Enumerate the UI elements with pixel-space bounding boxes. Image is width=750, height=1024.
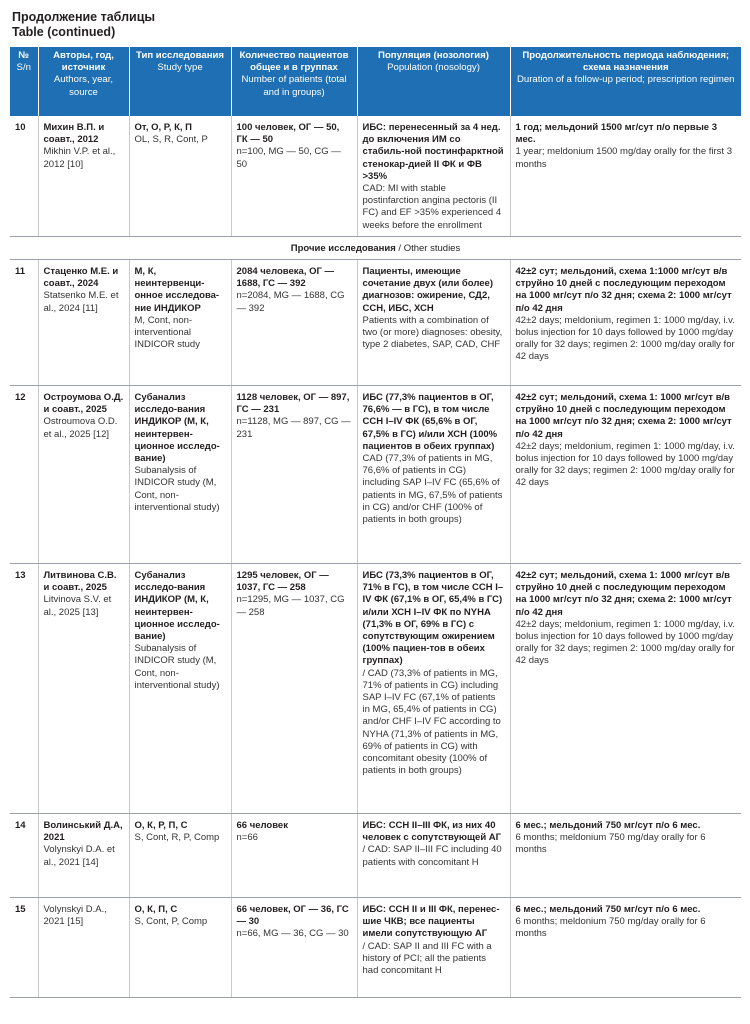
row-authors: Литвинова С.В. и соавт., 2025 Litvinova S.V. et al., 2025 [13] <box>38 564 129 814</box>
header-population: Популяция (нозология) Population (nosology) <box>357 47 510 116</box>
row-num: 11 <box>10 260 38 386</box>
row-duration: 42±2 сут; мельдоний, схема 1:1000 мг/сут в/в струйно 10 дней с последующим переходом на 1000 мг/сут п/о 32 дня; схема 2: 1000 мг/сут п/о 42 дня 42±2 days; meldonium, regimen 1: 1000 mg/day, i.v. bolus injection for 10 days followed by 1000 mg/day orally for 32 days; regimen 2: 1000 mg/day orally for 42 days <box>510 260 741 386</box>
section-heading: Прочие исследования / Other studies <box>10 236 741 259</box>
row-patients: 66 человек n=66 <box>231 814 357 898</box>
header-row <box>10 47 741 116</box>
table-row <box>10 116 741 236</box>
row-type: Субанализ исследо-вания ИНДИКОР (М, К, неинтервен-ционное исследо-вание) Subanalysis of INDICOR study (M, Cont, non-interventional study) <box>129 564 231 814</box>
header-authors: Авторы, год, источник Authors, year, source <box>38 47 129 116</box>
row-population: ИБС (73,3% пациентов в ОГ, 71% в ГС), в том числе ССН I–IV ФК (67,1% в ОГ, 65,4% в ГС) и/или ХСН I–IV ФК по NYHA (71,3% в ОГ, 69% в ГС) с сопутствующим ожирением (100% пациен-тов в обеих группах) / CAD (73,3% of patients in MG, 71% of patients in CG) including SAP I–IV FC (67,1% of patients in MG, 65,4% of patients in CG) and/or CHF I–IV FC according to NYHA (71,3% of patients in MG, 69% of patients in CG) with concomitant obesity (100% of patients in both groups) <box>357 564 510 814</box>
table-row <box>10 564 741 814</box>
header-patients: Количество пациентов общее и в группах Number of patients (total and in groups) <box>231 47 357 116</box>
row-population: Пациенты, имеющие сочетание двух (или более) диагнозов: ожирение, СД2, ССН, ИБС, ХСН Patients with a combination of two (or more) diagnoses: obesity, type 2 diabetes, SAP, CAD, CHF <box>357 260 510 386</box>
row-num: 15 <box>10 898 38 998</box>
row-authors: Михин В.П. и соавт., 2012 Mikhin V.P. et al., 2012 [10] <box>38 116 129 236</box>
row-type: От, О, Р, К, П OL, S, R, Cont, P <box>129 116 231 236</box>
row-duration: 42±2 сут; мельдоний, схема 1: 1000 мг/сут в/в струйно 10 дней с последующим переходом на 1000 мг/сут п/о 32 дня; схема 2: 1000 мг/сут п/о 42 дня 42±2 days; meldonium, regimen 1: 1000 mg/day, i.v. bolus injection for 10 days followed by 1000 mg/day orally for 32 days; regimen 2: 1000 mg/day orally for 42 days <box>510 386 741 564</box>
caption-en: Table (continued) <box>12 25 116 39</box>
studies-table <box>10 47 741 998</box>
row-patients: 66 человек, ОГ — 36, ГС — 30 n=66, MG — 36, CG — 30 <box>231 898 357 998</box>
row-population: ИБС (77,3% пациентов в ОГ, 76,6% — в ГС), в том числе ССН I–IV ФК (65,6% в ОГ, 67,5% в ГС) и/или ХСН (100% пациентов в обеих группах) CAD (77,3% of patients in MG, 76,6% of patients in CG) including SAP I–IV FC (65,6% of patients in MG, 67,5% of patients in CG) and/or CHF (100% of patients in both groups) <box>357 386 510 564</box>
row-population: ИБС: перенесенный за 4 нед. до включения ИМ со стабиль-ной постинфарктной стенокар-дией II ФК и ФВ >35% CAD: MI with stable postinfarction angina pectoris (II FC) and EF >35% experienced 4 weeks before the enrollment <box>357 116 510 236</box>
caption-ru: Продолжение таблицы <box>12 10 156 24</box>
table-row <box>10 260 741 386</box>
row-num: 14 <box>10 814 38 898</box>
header-type: Тип исследования Study type <box>129 47 231 116</box>
table-row <box>10 386 741 564</box>
row-duration: 6 мес.; мельдоний 750 мг/сут п/о 6 мес. 6 months; meldonium 750 mg/day orally for 6 months <box>510 814 741 898</box>
row-type: Субанализ исследо-вания ИНДИКОР (М, К, неинтервен-ционное исследо-вание) Subanalysis of INDICOR study (M, Cont, non-interventional study) <box>129 386 231 564</box>
row-num: 13 <box>10 564 38 814</box>
row-num: 12 <box>10 386 38 564</box>
section-row <box>10 236 741 259</box>
row-type: О, К, П, С S, Cont, P, Comp <box>129 898 231 998</box>
row-population: ИБС: ССН II и III ФК, перенес-шие ЧКВ; все пациенты имели сопутствующую АГ / CAD: SAP II and III FC with a history of PCI; all the patients had concomitant H <box>357 898 510 998</box>
row-duration: 6 мес.; мельдоний 750 мг/сут п/о 6 мес. 6 months; meldonium 750 mg/day orally for 6 months <box>510 898 741 998</box>
row-patients: 1128 человек, ОГ — 897, ГС — 231 n=1128, MG — 897, CG — 231 <box>231 386 357 564</box>
row-authors: Volynskyi D.A., 2021 [15] <box>38 898 129 998</box>
row-type: О, К, Р, П, С S, Cont, R, P, Comp <box>129 814 231 898</box>
row-authors: Остроумова О.Д. и соавт., 2025 Ostroumova O.D. et al., 2025 [12] <box>38 386 129 564</box>
row-type: М, К, неинтервенци-онное исследова-ние ИНДИКОР M, Cont, non-interventional INDICOR study <box>129 260 231 386</box>
table-row <box>10 898 741 998</box>
row-duration: 1 год; мельдоний 1500 мг/сут п/о первые 3 мес. 1 year; meldonium 1500 mg/day orally for the first 3 months <box>510 116 741 236</box>
header-num: № S/n <box>10 47 38 116</box>
row-authors: Волинський Д.А, 2021 Volynskyi D.A. et al., 2021 [14] <box>38 814 129 898</box>
row-patients: 100 человек, ОГ — 50, ГК — 50 n=100, MG — 50, CG — 50 <box>231 116 357 236</box>
table-caption <box>12 10 155 40</box>
row-patients: 1295 человек, ОГ — 1037, ГС — 258 n=1295, MG — 1037, CG — 258 <box>231 564 357 814</box>
header-duration: Продолжительность периода наблюдения; схема назначения Duration of a follow-up period; prescription regimen <box>510 47 741 116</box>
table-row <box>10 814 741 898</box>
row-num: 10 <box>10 116 38 236</box>
row-population: ИБС: ССН II–III ФК, из них 40 человек с сопутствующей АГ / CAD: SAP II–III FC including 40 patients with concomitant H <box>357 814 510 898</box>
row-authors: Стаценко М.Е. и соавт., 2024 Statsenko M.E. et al., 2024 [11] <box>38 260 129 386</box>
row-patients: 2084 человека, ОГ — 1688, ГС — 392 n=2084, MG — 1688, CG — 392 <box>231 260 357 386</box>
row-duration: 42±2 сут; мельдоний, схема 1: 1000 мг/сут в/в струйно 10 дней с последующим переходом на 1000 мг/сут п/о 32 дня; схема 2: 1000 мг/сут п/о 42 дня 42±2 days; meldonium, regimen 1: 1000 mg/day, i.v. bolus injection for 10 days followed by 1000 mg/day orally for 32 days; regimen 2: 1000 mg/day orally for 42 days <box>510 564 741 814</box>
